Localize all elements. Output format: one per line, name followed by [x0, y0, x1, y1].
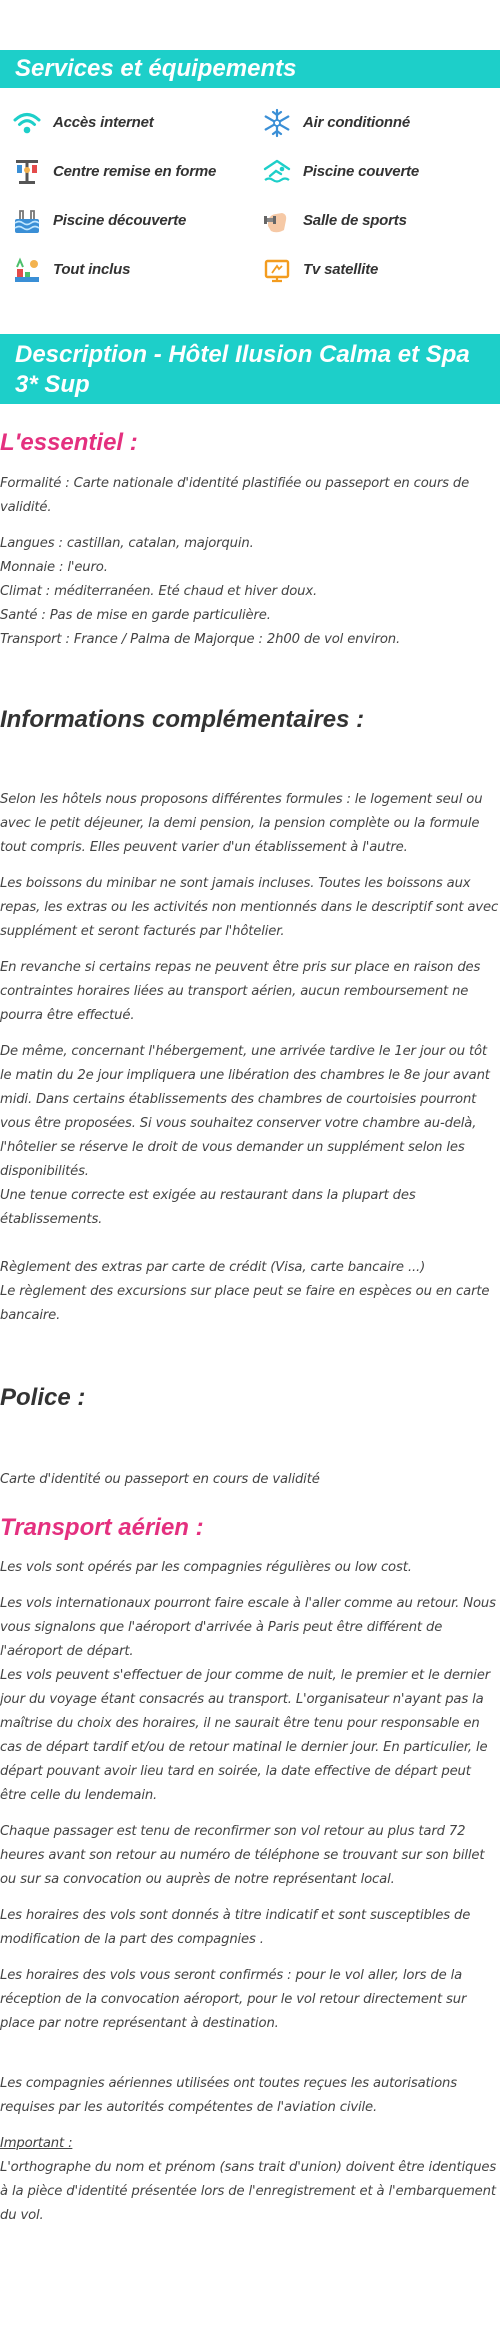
service-satellite-tv [250, 245, 500, 294]
description-content [0, 429, 500, 2228]
service-label: Accès internet [53, 114, 154, 131]
service-label: Centre remise en forme [53, 163, 217, 180]
service-air-conditioning [250, 98, 500, 147]
transport-orthographe: L'orthographe du nom et prénom (sans trait d'union) doivent être identiques à la pièce d'identité présentée lors de l'enregistrement et à l'embarquement du vol. [0, 2160, 497, 2223]
service-all-inclusive [0, 245, 250, 294]
infos-repas: En revanche si certains repas ne peuvent être pris sur place en raison des contraintes horaires liées au transport aérien, aucun remboursement ne pourra être effectué. [0, 960, 481, 1023]
outdoor-pool-icon [10, 204, 44, 238]
indoor-pool-icon [260, 155, 294, 189]
gym-icon [260, 204, 294, 238]
service-outdoor-pool [0, 196, 250, 245]
description-title-bar [0, 334, 500, 404]
service-label: Salle de sports [303, 212, 407, 229]
important-label: Important : [0, 2136, 73, 2151]
satellite-tv-icon [260, 253, 294, 287]
services-title: Services et équipements [15, 55, 297, 82]
transport-important-block [0, 2132, 500, 2228]
transport-reconfirmation: Chaque passager est tenu de reconfirmer son vol retour au plus tard 72 heures avant son retour au numéro de téléphone se trouvant sur son billet ou sur sa convocation ou auprès de notre représentant local. [0, 1824, 485, 1887]
service-internet [0, 98, 250, 147]
description-title: Description - Hôtel Ilusion Calma et Spa 3* Sup [15, 341, 470, 398]
services-grid [0, 98, 500, 294]
essentiel-formalite: Formalité : Carte nationale d'identité plastifiée ou passeport en cours de validité. [0, 476, 470, 515]
service-label: Tout inclus [53, 261, 131, 278]
all-inclusive-icon [10, 253, 44, 287]
infos-reglement: Règlement des extras par carte de crédit (Visa, carte bancaire ...) Le règlement des excursions sur place peut se faire en espèces ou en carte bancaire. [0, 1260, 490, 1323]
police-heading: Police : [0, 1384, 86, 1411]
transport-compagnies: Les vols sont opérés par les compagnies régulières ou low cost. [0, 1560, 412, 1575]
police-text: Carte d'identité ou passeport en cours de validité [0, 1472, 320, 1487]
transport-autorisations: Les compagnies aériennes utilisées ont toutes reçues les autorisations requises par les autorités compétentes de l'aviation civile. [0, 2076, 457, 2115]
transport-heading: Transport aérien : [0, 1514, 204, 1541]
transport-horaires-indicatifs: Les horaires des vols sont donnés à titre indicatif et sont susceptibles de modification de la part des compagnies . [0, 1908, 471, 1947]
service-indoor-pool [250, 147, 500, 196]
service-gym [250, 196, 500, 245]
service-fitness-center [0, 147, 250, 196]
essentiel-heading: L'essentiel : [0, 429, 138, 456]
transport-escales: Les vols internationaux pourront faire escale à l'aller comme au retour. Nous vous signalons que l'aéroport d'arrivée à Paris peut être différent de l'aéroport de départ. Les vols peuvent s'effectuer de jour comme de nuit, le premier et le dernier jour du voyage étant consacrés au transport. L'organisateur n'ayant pas la maîtrise du choix des horaires, il ne saurait être tenu pour responsable en cas de départ tardif et/ou de retour matinal le dernier jour. En particulier, le départ pouvant avoir lieu tard en soirée, la date effective de départ peut être celle du lendemain. [0, 1596, 496, 1803]
service-label: Air conditionné [303, 114, 410, 131]
service-label: Piscine découverte [53, 212, 187, 229]
service-label: Tv satellite [303, 261, 379, 278]
infos-hebergement: De même, concernant l'hébergement, une arrivée tardive le 1er jour ou tôt le matin du 2e jour impliquera une libération des chambres le 8e jour avant midi. Dans certains établissements des chambres de courtoisies pourront vous être proposées. Si vous souhaitez conserver votre chambre au-delà, l'hôtelier se réserve le droit de vous demander un supplément selon les disponibilités. Une tenue correcte est exigée au restaurant dans la plupart des établissements. [0, 1044, 490, 1227]
infos-formules: Selon les hôtels nous proposons différentes formules : le logement seul ou avec le petit déjeuner, la demi pension, la pension complète ou la formule tout compris. Elles peuvent varier d'un établissement à l'autre. [0, 792, 483, 855]
essentiel-details: Langues : castillan, catalan, majorquin. Monnaie : l'euro. Climat : méditerranéen. Eté chaud et hiver doux. Santé : Pas de mise en garde particulière. Transport : France / Palma de Majorque : 2h00 de vol environ. [0, 536, 400, 647]
transport-horaires-confirmes: Les horaires des vols vous seront confirmés : pour le vol aller, lors de la réception de la convocation aéroport, pour le vol retour directement sur place par notre représentant à destination. [0, 1968, 467, 2031]
wifi-icon [10, 106, 44, 140]
service-label: Piscine couverte [303, 163, 420, 180]
snowflake-icon [260, 106, 294, 140]
infos-heading: Informations complémentaires : [0, 706, 365, 733]
fitness-icon [10, 155, 44, 189]
services-title-bar [0, 50, 500, 88]
infos-boissons: Les boissons du minibar ne sont jamais incluses. Toutes les boissons aux repas, les extras ou les activités non mentionnés dans le descriptif sont avec supplément et seront facturés par l'hôtelier. [0, 876, 499, 939]
